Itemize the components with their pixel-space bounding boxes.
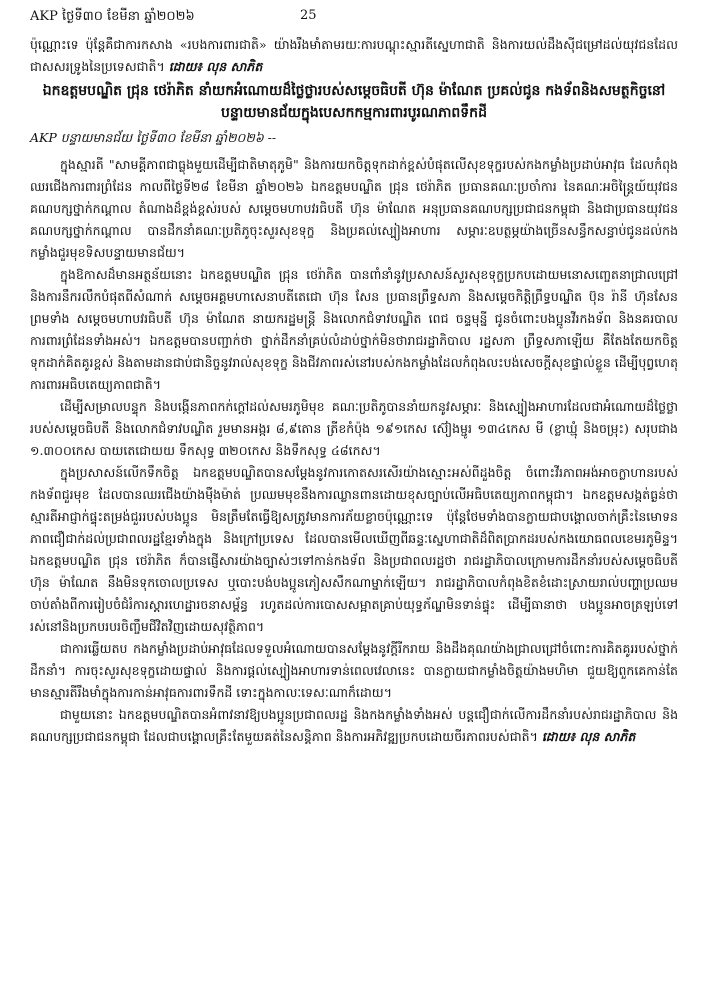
article-paragraph: ក្នុងស្មារតី "សាមគ្គីភាពជាធ្លុងមួយដើម្បីជាតិមាតុភូមិ" និងការយកចិត្តទុកដាក់ខ្ពស់បំផុតលើសុខទុក្ខរបស់កងកម្លាំងប្រដាប់អាវុធ ដែលកំពុងឈរជើងការពារព្រំដែន កាលពីថ្ងៃទី២៨ ខែមីនា ឆ្នាំ២០២៦ ឯកឧត្ដមបណ្ឌិត ជ្រុន ថេរ៉ាភិត ប្រធានគណៈប្រចាំការ នៃគណៈអចិន្ត្រៃយ៍យុវជនគណបក្សថ្នាក់កណ្ដាល តំណាងដ៏ខ្ពង់ខ្ពស់របស់ សម្ដេចមហាបវរធិបតី ហ៊ុន ម៉ាណែត អនុប្រធានគណបក្សប្រជាជនកម្ពុជា និងជាប្រធានយុវជនគណបក្សថ្នាក់កណ្ដាល បានដឹកនាំគណៈប្រតិភូចុះសួរសុខទុក្ខ និងប្រគល់ស្បៀងអាហារ សម្ភារៈឧបត្ថម្ភយ៉ាងច្រើនសន្ធឹកសន្ធាប់ជូនដល់កងកម្លាំងជួរមុខទិសបន្ទាយមានជ័យ។ <box>30 157 678 260</box>
continued-paragraph <box>30 34 678 78</box>
article-paragraph: ជាការឆ្លើយតប កងកម្លាំងប្រដាប់អាវុធដែលទទួលអំណោយបានសម្ដែងនូវក្ដីរីករាយ និងដឹងគុណយ៉ាងជ្រាលជ្រៅចំពោះការគិតគូររបស់ថ្នាក់ដឹកនាំ។ ការចុះសួរសុខទុក្ខដោយផ្ទាល់ និងការផ្ដល់ស្បៀងអាហារទាន់ពេលវេលានេះ បានក្លាយជាកម្លាំងចិត្តយ៉ាងមហិមា ជួយឱ្យពួកគេកាន់តែមានស្មារតីរឹងមាំក្នុងការកាន់អាវុធការពារទឹកដី ទោះក្នុងកាលៈទេសៈណាក៏ដោយ។ <box>30 641 678 700</box>
article-paragraph-text: ជាមួយនោះ ឯកឧត្ដមបណ្ឌិតបានអំពាវនាវឱ្យបងប្អូនប្រជាពលរដ្ឋ និងកងកម្លាំងទាំងអស់ បន្តជឿជាក់លើការដឹកនាំរបស់រាជរដ្ឋាភិបាល និងគណបក្សប្រជាជនកម្ពុជា ដែលជាបង្គោលគ្រឹះតែមួយគត់នៃសន្តិភាព និងការអភិវឌ្ឍប្រកបដោយចីរភាពរបស់ជាតិ។ <box>30 707 678 744</box>
page-header <box>30 8 677 28</box>
article-byline: ដោយ៖ លុន សាភិត <box>541 729 636 744</box>
page-number: 25 <box>300 8 317 23</box>
article-body <box>30 154 678 748</box>
article-paragraph <box>30 704 678 748</box>
article-title: ឯកឧត្ដមបណ្ឌិត ជ្រុន ថេរ៉ាភិត នាំយកអំណោយដ៏ថ្លៃថ្លារបស់សម្ដេចធិបតី ហ៊ុន ម៉ាណែត ប្រគល់ជូន កងទ័ពនិងសមត្ថកិច្ចនៅបន្ទាយមានជ័យក្នុងបេសកកម្មការពារបូរណភាពទឹកដី <box>42 83 666 121</box>
article-paragraph: ក្នុងប្រសាសន៍លើកទឹកចិត្ត ឯកឧត្ដមបណ្ឌិតបានសម្ដែងនូវការកោតសរសើរយ៉ាងស្មោះអស់ពីដួងចិត្ត ចំពោះវីរភាពអង់អាចក្លាហានរបស់កងទ័ពជួរមុខ ដែលបានឈរជើងយ៉ាងម៉ឺងម៉ាត់ ប្រឈមមុខនឹងការឈ្លានពានដោយខុសច្បាប់លើអធិបតេយ្យភាពកម្ពុជា។ ឯកឧត្ដមសង្កត់ធ្ងន់ថា ស្មារតីអាជ្ញាក់ផ្ទុះតម្រង់ជួររបស់បងប្អូន មិនត្រឹមតែធ្វើឱ្យសត្រូវមានការភ័យខ្លាចប៉ុណ្ណោះទេ ប៉ុន្តែថែមទាំងបានក្លាយជាបង្គោលចាក់គ្រឹះនៃមោទនភាពជឿជាក់ដល់ប្រជាពលរដ្ឋខ្មែរទាំងក្នុង និងក្រៅប្រទេស ដែលបានមើលឃើញពីឆន្ទៈស្នេហាជាតិដ៏ពិតប្រាកដរបស់កងយោធពលខេមរភូមិន្ទ។ ឯកឧត្ដមបណ្ឌិត ជ្រុន ថេរ៉ាភិត ក៏បានផ្ញើសារយ៉ាងច្បាស់ៗទៅកាន់កងទ័ព និងប្រជាពលរដ្ឋថា រាជរដ្ឋាភិបាលក្រោមការដឹកនាំរបស់សម្ដេចធិបតី ហ៊ុន ម៉ាណែត នឹងមិនទុកចោលប្រទេស ឬបោះបង់បងប្អូនភៀសសឹកណាម្នាក់ឡើយ។ រាជរដ្ឋាភិបាលកំពុងខិតខំដោះស្រាយរាល់បញ្ហាប្រឈម ចាប់តាំងពីការរៀបចំជំរំការស្ដារហេដ្ឋារចនាសម្ព័ន្ធ រហូតដល់ការបោសសម្អាតគ្រាប់យុទ្ធភ័ណ្ឌមិនទាន់ផ្ទុះ ដើម្បីធានាថា បងប្អូនអាចត្រឡប់ទៅរស់នៅនិងប្រកបរបរចិញ្ចឹមជីវិតវិញដោយសុវត្ថិភាព។ <box>30 465 678 634</box>
continued-byline: ដោយ៖ លុន សាភិត <box>168 59 263 74</box>
article-paragraph: ដើម្បីសម្រាលបន្ទុក និងបង្កើនភាពកក់ក្ដៅដល់សមរភូមិមុខ គណៈប្រតិភូបាននាំយកនូវសម្ភារៈ និងស្បៀងអាហារដែលជាអំណោយដ៏ថ្លៃថ្លារបស់សម្ដេចធិបតី និងលោកជំទាវបណ្ឌិត រួមមានអង្ករ ៨,៩តោន ត្រីខកំប៉ុង ១៩១កេស ស៊ៀងម្ជូរ ១៣៤កេស មី (ខ្លាឃ្មុំ និងចម្រុះ) សរុបជាង ១.៣០០កេស បាយតេជោយយ ទឹកសុទ្ធ ៣២០កេស និងទឹកសុទ្ធ ៤៨កេស។ <box>30 399 678 458</box>
continued-paragraph-text: ប៉ុណ្ណោះទេ ប៉ុន្តែគឺជាការកសាង «របងការពារជាតិ» យ៉ាងរឹងមាំតាមរយៈការបណ្ដុះស្មារតីស្នេហាជាតិ និងការយល់ដឹងស៊ីជម្រៅដល់យុវជនដែលជាសសរទ្រូងនៃប្រទេសជាតិ។ <box>30 37 678 74</box>
header-source-date: AKP ថ្ងៃទី៣០ ខែមីនា ឆ្នាំ២០២៦ <box>30 9 195 24</box>
article-paragraph: ក្នុងឱកាសដ៏មានអត្ថន័យនោះ ឯកឧត្ដមបណ្ឌិត ជ្រុន ថេរ៉ាភិត បានពាំនាំនូវប្រសាសន៍សួរសុខទុក្ខប្រកបដោយមនោសញ្ចេតនាជ្រាលជ្រៅ និងការនឹករលឹកបំផុតពីសំណាក់ សម្ដេចអគ្គមហាសេនាបតីតេជោ ហ៊ុន សែន ប្រធានព្រឹទ្ធសភា និងសម្ដេចកិត្តិព្រឹទ្ធបណ្ឌិត ប៊ុន រ៉ានី ហ៊ុនសែន ព្រមទាំង សម្ដេចមហាបវរធិបតី ហ៊ុន ម៉ាណែត នាយករដ្ឋមន្ត្រី និងលោកជំទាវបណ្ឌិត ពេជ ចន្ទមុន្នី ជូនចំពោះបងប្អូនវីរកងទ័ព និងនគរបាលការពារព្រំដែនទាំងអស់។ ឯកឧត្ដមបានបញ្ជាក់ថា ថ្នាក់ដឹកនាំគ្រប់លំដាប់ថ្នាក់មិនថារាជរដ្ឋាភិបាល រដ្ឋសភា ព្រឹទ្ធសភាឡើយ គឺតែងតែយកចិត្តទុកដាក់គិតគូរខ្ពស់ និងតាមដានជាប់ជានិច្ចនូវរាល់សុខទុក្ខ និងជីវភាពរស់នៅរបស់កងកម្លាំងដែលកំពុងលះបង់សេចក្ដីសុខផ្ទាល់ខ្លួន ដើម្បីបុព្វហេតុការពារអធិបតេយ្យភាពជាតិ។ <box>30 267 678 392</box>
article-dateline: AKP បន្ទាយមានជ័យ ថ្ងៃទី៣០ ខែមីនា ឆ្នាំ២០២៦ -- <box>30 130 277 145</box>
